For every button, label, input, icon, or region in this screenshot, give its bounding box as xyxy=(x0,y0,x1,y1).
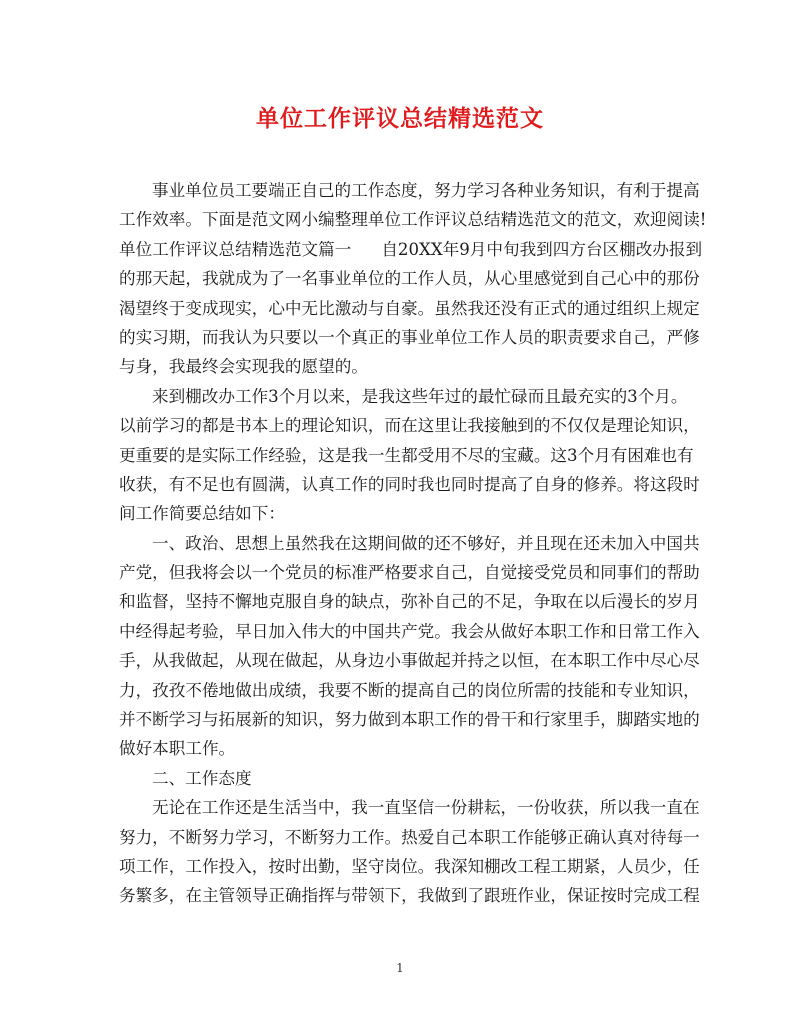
section-heading: 二、工作态度 xyxy=(152,768,252,788)
paragraph-line: 的那天起，我就成为了一名事业单位的工作人员，从心里感觉到自己心中的那份 xyxy=(119,269,700,289)
paragraph-line: 以前学习的都是书本上的理论知识，而在这里让我接触到的不仅仅是理论知识， xyxy=(119,416,700,436)
paragraph-line: 并不断学习与拓展新的知识，努力做到本职工作的骨干和行家里手，脚踏实地的 xyxy=(119,710,700,730)
paragraph-line: 手，从我做起，从现在做起，从身边小事做起并持之以恒，在本职工作中尽心尽 xyxy=(119,651,700,671)
paragraph-line: 工作效率。下面是范文网小编整理单位工作评议总结精选范文的范文，欢迎阅读! xyxy=(119,210,707,230)
paragraph-line: 的实习期，而我认为只要以一个真正的事业单位工作人员的职责要求自己，严修 xyxy=(119,327,700,347)
paragraph-text: 自20XX年9月中旬我到四方台区棚改办报到 xyxy=(381,239,703,259)
paragraph-line: 中经得起考验，早日加入伟大的中国共产党。我会从做好本职工作和日常工作入 xyxy=(119,621,700,641)
paragraph-line: 一、政治、思想上虽然我在这期间做的还不够好，并且现在还未加入中国共 xyxy=(152,533,700,553)
paragraph-line: 渴望终于变成现实，心中无比激动与自豪。虽然我还没有正式的通过组织上规定 xyxy=(119,298,700,318)
paragraph-line: 务繁多，在主管领导正确指挥与带领下，我做到了跟班作业，保证按时完成工程 xyxy=(119,886,700,906)
paragraph-line: 产党，但我将会以一个党员的标准严格要求自己，自觉接受党员和同事们的帮助 xyxy=(119,563,700,583)
paragraph-line: 收获，有不足也有圆满，认真工作的同时我也同时提高了自身的修养。将这段时 xyxy=(119,474,700,494)
paragraph-line: 和监督，坚持不懈地克服自身的缺点，弥补自己的不足，争取在以后漫长的岁月 xyxy=(119,592,700,612)
paragraph-line: 做好本职工作。 xyxy=(119,739,236,759)
paragraph-line: 与身，我最终会实现我的愿望的。 xyxy=(119,357,368,377)
paragraph-line: 间工作简要总结如下： xyxy=(119,504,285,524)
paragraph-line: 努力，不断努力学习，不断努力工作。热爱自己本职工作能够正确认真对待每一 xyxy=(119,827,700,847)
paragraph-line: 项工作，工作投入，按时出勤，坚守岗位。我深知棚改工程工期紧，人员少，任 xyxy=(119,856,700,876)
paragraph-line-with-heading xyxy=(119,235,703,264)
paragraph-line: 事业单位员工要端正自己的工作态度，努力学习各种业务知识，有利于提高 xyxy=(152,181,700,200)
section-heading: 单位工作评议总结精选范文篇一 xyxy=(119,239,352,259)
document-body xyxy=(119,176,707,911)
paragraph-line: 无论在工作还是生活当中，我一直坚信一份耕耘，一份收获，所以我一直在 xyxy=(152,798,700,818)
paragraph-line: 力，孜孜不倦地做出成绩，我要不断的提高自己的岗位所需的技能和专业知识， xyxy=(119,680,700,700)
paragraph-line: 来到棚改办工作3个月以来，是我这些年过的最忙碌而且最充实的3个月。 xyxy=(152,386,688,406)
page-number: 1 xyxy=(396,961,404,975)
document-title: 单位工作评议总结精选范文 xyxy=(256,105,544,132)
paragraph-line: 更重要的是实际工作经验，这是我一生都受用不尽的宝藏。这3个月有困难也有 xyxy=(119,445,694,465)
